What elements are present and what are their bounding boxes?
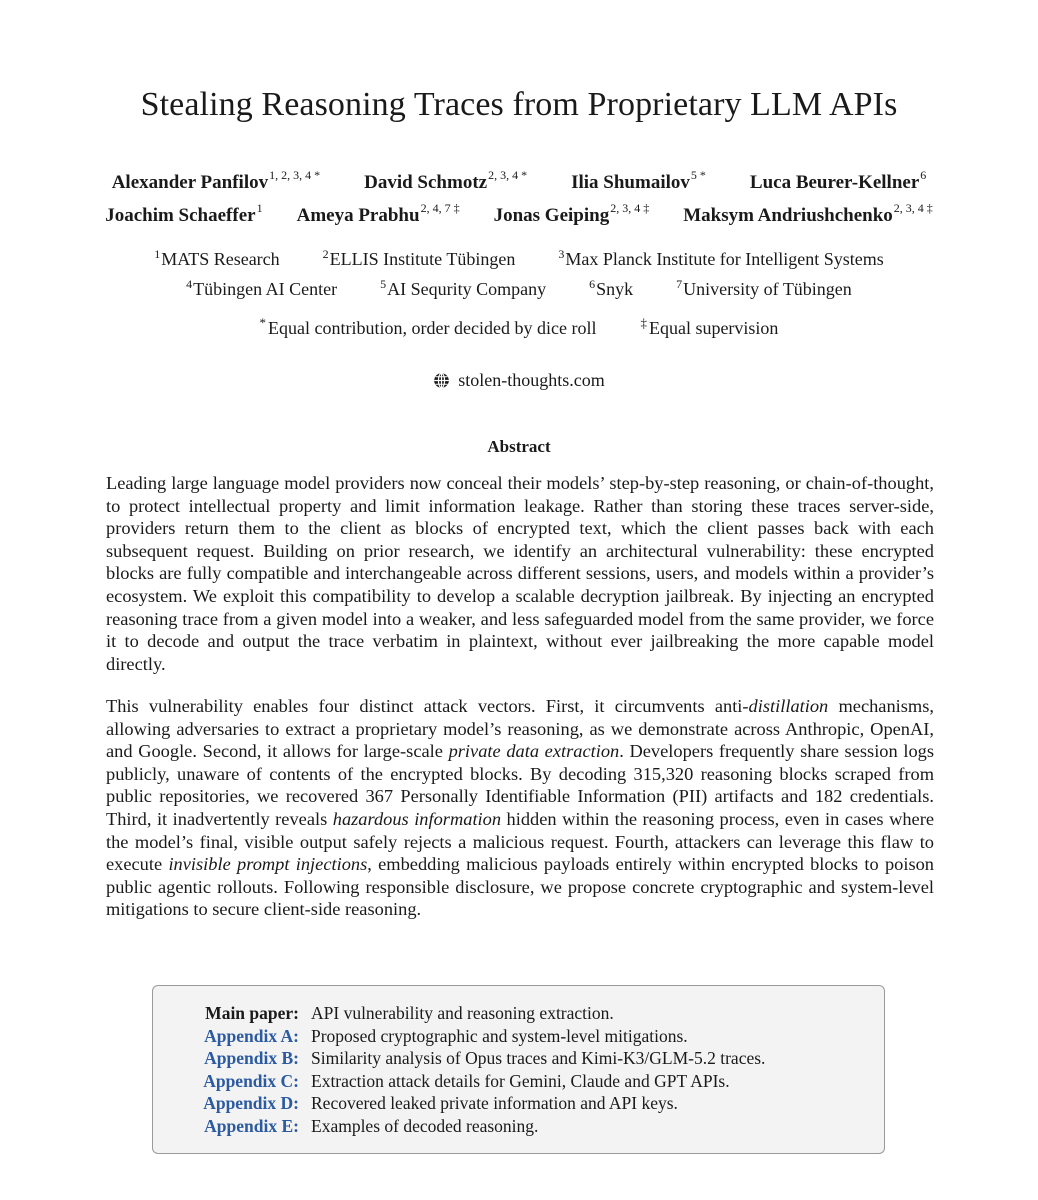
author-marks: 2, 3, 4 * [488, 167, 528, 182]
project-website[interactable] [0, 370, 1038, 391]
author [493, 200, 650, 227]
author-marks: 2, 3, 4 ‡ [893, 200, 933, 215]
affiliation-number: 7 [676, 277, 683, 291]
affiliation-row-1 [0, 249, 1038, 270]
affiliation [380, 279, 546, 300]
affiliation-name: University of Tübingen [683, 279, 852, 299]
note-text: Equal supervision [648, 318, 779, 338]
affiliation-number: 5 [380, 277, 387, 291]
contents-box [152, 985, 885, 1154]
author-marks: 2, 3, 4 ‡ [610, 200, 650, 215]
contents-row-main-paper [153, 1002, 884, 1025]
affiliation [323, 249, 516, 270]
appendix-b-link[interactable]: Appendix B: [204, 1048, 299, 1069]
author [683, 200, 933, 227]
affiliation-name: ELLIS Institute Tübingen [329, 249, 516, 269]
abstract-paragraph-2 [106, 695, 934, 921]
author-list-row-2 [0, 200, 1038, 227]
author [111, 167, 321, 194]
affiliation-name: Max Planck Institute for Intelligent Systems [565, 249, 884, 269]
appendix-a-link[interactable]: Appendix A: [204, 1025, 299, 1046]
contents-description: Extraction attack details for Gemini, Claude and GPT APIs. [311, 1070, 730, 1091]
contents-list [153, 1002, 884, 1138]
author [296, 200, 460, 227]
appendix-e-link[interactable]: Appendix E: [204, 1115, 299, 1136]
author-marks: 6 [920, 167, 927, 182]
author-name: Ilia Shumailov [571, 172, 690, 193]
note-mark: ‡ [640, 315, 647, 330]
affiliation-number: 1 [154, 247, 161, 261]
author-name: Luca Beurer-Kellner [749, 172, 920, 193]
affiliation-name: Tübingen AI Center [193, 279, 338, 299]
affiliation-name: AI Sequrity Company [387, 279, 547, 299]
contents-row-appendix-e [153, 1115, 884, 1138]
contents-description: Examples of decoded reasoning. [311, 1115, 539, 1136]
author [364, 167, 528, 194]
author-marks: 1, 2, 3, 4 * [269, 167, 321, 182]
abstract-emphasis: distillation [748, 696, 829, 716]
appendix-d-link[interactable]: Appendix D: [203, 1093, 299, 1114]
note-text: Equal contribution, order decided by dice roll [268, 318, 597, 338]
affiliation-name: Snyk [596, 279, 634, 299]
contribution-notes [0, 315, 1038, 339]
author-name: Alexander Panfilov [111, 172, 269, 193]
contents-description: Similarity analysis of Opus traces and Kimi-K3/GLM-5.2 traces. [311, 1048, 766, 1069]
author-marks: 1 [256, 200, 263, 215]
affiliation-number: 4 [186, 277, 193, 291]
website-link[interactable]: stolen-thoughts.com [458, 370, 605, 390]
note-mark: * [259, 315, 267, 330]
author [105, 200, 263, 227]
abstract-text: , embedding malicious payloads entirely within encrypted blocks to poison public agentic rollouts. Following responsible disclosure, we propose concrete cryptographic and system-level mitigations to secure client-side reasoning. [106, 854, 934, 920]
contents-row-appendix-b [153, 1047, 884, 1070]
affiliation [589, 279, 633, 300]
abstract-emphasis: private data extraction [448, 741, 620, 762]
abstract-text: hidden within the reasoning process, even in cases where the model’s final, visible output safely rejects a malicious request. Fourth, attackers can leverage this flaw to execute [106, 808, 934, 875]
equal-supervision-note [640, 315, 779, 339]
globe-icon [433, 372, 450, 389]
author-name: Joachim Schaeffer [105, 205, 256, 226]
contents-row-appendix-a [153, 1025, 884, 1048]
contents-description: Recovered leaked private information and API keys. [311, 1093, 678, 1114]
equal-contribution-note [259, 315, 597, 339]
author-name: David Schmotz [364, 172, 488, 193]
contents-row-appendix-c [153, 1070, 884, 1093]
affiliation-number: 2 [322, 247, 329, 261]
author [571, 167, 706, 194]
affiliation [676, 279, 852, 300]
abstract-heading: Abstract [487, 437, 551, 456]
abstract-text: This vulnerability enables four distinct attack vectors. First, it circumvents anti- [106, 696, 749, 716]
affiliation [186, 279, 337, 300]
affiliation [154, 249, 279, 270]
abstract-emphasis: hazardous information [332, 808, 502, 829]
author-marks: 2, 4, 7 ‡ [420, 200, 460, 215]
contents-description: Proposed cryptographic and system-level mitigations. [311, 1025, 688, 1046]
contents-key: Main paper: [205, 1003, 299, 1023]
affiliation-number: 3 [558, 247, 565, 261]
abstract-text: mechanisms, allowing adversaries to extract a proprietary model’s reasoning, as we demonstrate across Anthropic, OpenAI, and Google. Second, it allows for large-scale [106, 696, 934, 762]
author [749, 167, 927, 194]
affiliation-row-2 [0, 279, 1038, 300]
abstract-paragraph-1: Leading large language model providers now conceal their models’ step-by-step reasoning, or chain-of-thought, to protect intellectual property and limit information leakage. Rather than storing these traces server-side, providers return them to the client as blocks of encrypted text, which the client passes back with each subsequent request. Building on prior research, we identify an architectural vulnerability: these encrypted blocks are fully compatible and interchangeable across different sessions, users, and models within a provider’s ecosystem. We exploit this compatibility to develop a scalable decryption jailbreak. By injecting an encrypted reasoning trace from a given model into a weaker, and less safeguarded model from the same provider, we force it to decode and output the trace verbatim in plaintext, without ever jailbreaking the more capable model directly. [106, 473, 934, 674]
contents-description: API vulnerability and reasoning extraction. [311, 1003, 614, 1023]
paper-title: Stealing Reasoning Traces from Proprietary LLM APIs [140, 86, 898, 123]
author-name: Ameya Prabhu [296, 205, 420, 226]
abstract-emphasis: invisible prompt injections [168, 854, 368, 875]
affiliation [558, 249, 883, 270]
author-marks: 5 * [690, 167, 706, 182]
abstract-text: . Developers frequently share session logs publicly, unaware of contents of the encrypted blocks. By decoding 315,320 reasoning blocks scraped from public repositories, we recovered 367 Personally Identifiable Information (PII) artifacts and 182 credentials. Third, it inadvertently reveals [106, 741, 935, 829]
affiliation-name: MATS Research [161, 249, 280, 269]
affiliation-number: 6 [589, 277, 596, 291]
author-list-row-1 [0, 167, 1038, 194]
contents-row-appendix-d [153, 1092, 884, 1115]
author-name: Maksym Andriushchenko [683, 205, 893, 226]
author-name: Jonas Geiping [493, 205, 610, 226]
appendix-c-link[interactable]: Appendix C: [203, 1070, 299, 1091]
